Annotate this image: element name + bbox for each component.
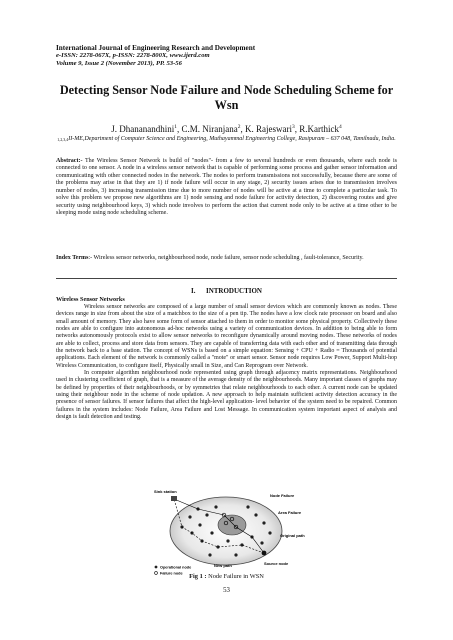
author-name: R.Karthick [299,124,339,134]
author-name: C.M. Niranjana [181,124,238,134]
abstract-text: The Wireless Sensor Network is build of "nodes"- from a few to several hundreds or even thousands, where each node is connected to one sensor. A node in a wireless sensor network that is capable of performing some process and gather sensor information and communicating with other connected nodes in the network. The nodes to perform transmissions not successfully, because there are some of the problems may arise in that they are 1) if node failure will occur in any stage, 2) security issues arises due to transmission involves number of nodes, 3) increasing transmission time due to more number of nodes will be active at a time to complete a particular task. To solve this problem we propose new algorithms are 1) node sensing and node failure for activity detection, 2) discovering routes and give security using neighbourhood keys, 3) which node involves to perform the action that current node only to be active at a time other to be sleeping mode using node scheduling scheme. [56,158,397,217]
journal-name: International Journal of Engineering Research and Development [56,44,256,52]
section-title: INTRODUCTION [205,287,262,295]
author-name: K. Rajeswari [245,124,292,134]
paragraph: Wireless sensor networks are composed of a large number of small sensor devices which are commonly known as nodes. These devices range in size from about the size of a matchbox to the size of a pen tip. The nodes have a low clock rate processor on board and also small amount of memory. They also have some form of sensor attached to them in order to monitor some physical property. Collectively these nodes are able to configure into autonomous ad-hoc networks using a variety of communication devices. In addition to being able to form networks autonomously protocols exist to allow sensor networks to reconfigure dynamically around moving nodes. These networks of nodes are able to collect, process and store data from sensors. They are capable of transferring data with each other and of transmitting data through the network back to a base station. The concept of WSNs is based on a simple equation: Sensing + CPU + Radio = Thousands of potential applications. Each element of the network is commonly called a "mote" or smart sensor. Sensor node requires Low Power, Support Multi-hop Wireless Communication, to configure itself, Physically small in Size, and Can Reprogram over Network. [56,304,397,369]
author-sup: 1 [174,124,177,130]
index-terms-text: :- Wireless sensor networks, neighbourhood node, node failure, sensor node scheduling , fault-tolerance, Security. [88,255,364,261]
figure-caption-text: Node Failure in WSN [206,573,264,580]
sink-station-icon [171,496,177,501]
index-terms-label: Index Terms [56,255,89,261]
author-sup: 4 [339,124,342,130]
journal-header [56,44,416,68]
legend-failure: Failure node [160,571,183,575]
paper-title: Detecting Sensor Node Failure and Node Scheduling Scheme for Wsn [59,83,394,112]
figure-caption-label: Fig 1 : [189,573,207,580]
figure-caption [56,573,397,580]
network-diagram [152,487,310,575]
section-heading [56,287,397,295]
area-failure-region [218,515,246,535]
body-text [56,304,397,422]
label-source-node: Source node [264,561,289,566]
source-node-icon [262,551,267,556]
journal-volume: Volume 9, Issue 2 (November 2013), PP. 53-56 [56,60,182,67]
label-area-failure: Area Failure [278,510,302,515]
author-list: J. Dhananandhini$^1$, C.M. Niranjana$^2$, K. Rajeswari$^3$, R.Karthick$^4$ [111,124,342,134]
legend-operational-icon [155,566,158,569]
legend-operational: Operational node [160,565,192,570]
abstract-label: Abstract:- [56,158,83,164]
section-divider [56,278,397,279]
abstract [56,158,397,218]
author-name: J. Dhananandhini [111,124,175,134]
author-sup: 2 [237,124,241,130]
figure-node-failure [152,487,310,575]
label-original-path: Original path [280,533,305,538]
label-node-failure: Node Failure [270,493,295,498]
section-number: I. [191,287,196,295]
index-terms [56,255,397,262]
label-sink: Sink station [154,489,177,494]
subsection-heading: Wireless Sensor Networks [56,296,125,303]
affiliation-number: 1,2,3,4 [57,137,69,142]
label-new-path: New path [214,563,232,568]
author-sup: 3 [292,124,295,130]
affiliation [56,136,397,143]
journal-issn: e-ISSN: 2278-067X, p-ISSN: 2278-800X, www.ijerd.com [56,52,210,59]
paragraph: In computer algorithm neighbourhood node represented using graph through adjacency matrix representations. Neighbourhood used in clustering coefficient of graph, that is a measure of the average density of the neighbourhoods. Many important classes of graphs may be defined by properties of their neighbourhoods, or by symmetries that relate neighbourhoods to each other. A current node can be updated using their neighbour node in the scheme of node updation. A new approach to help maintain sufficient activity detection accuracy in the presence of sensor failures. If sensor failures that affect the high-level application- level behavior of the system need to be repaired. Common failures in the system includes: Node Failure, Area Failure and Lost Message. In communication system important aspect of analysis and design is fault detection and testing. [56,370,397,421]
page-number: 53 [223,587,230,594]
affiliation-text: II-ME,Department of Computer Science and Engineering, Muthayammal Engineering College, Rasipuram – 637 048, Tamilnadu, India. [68,136,396,142]
